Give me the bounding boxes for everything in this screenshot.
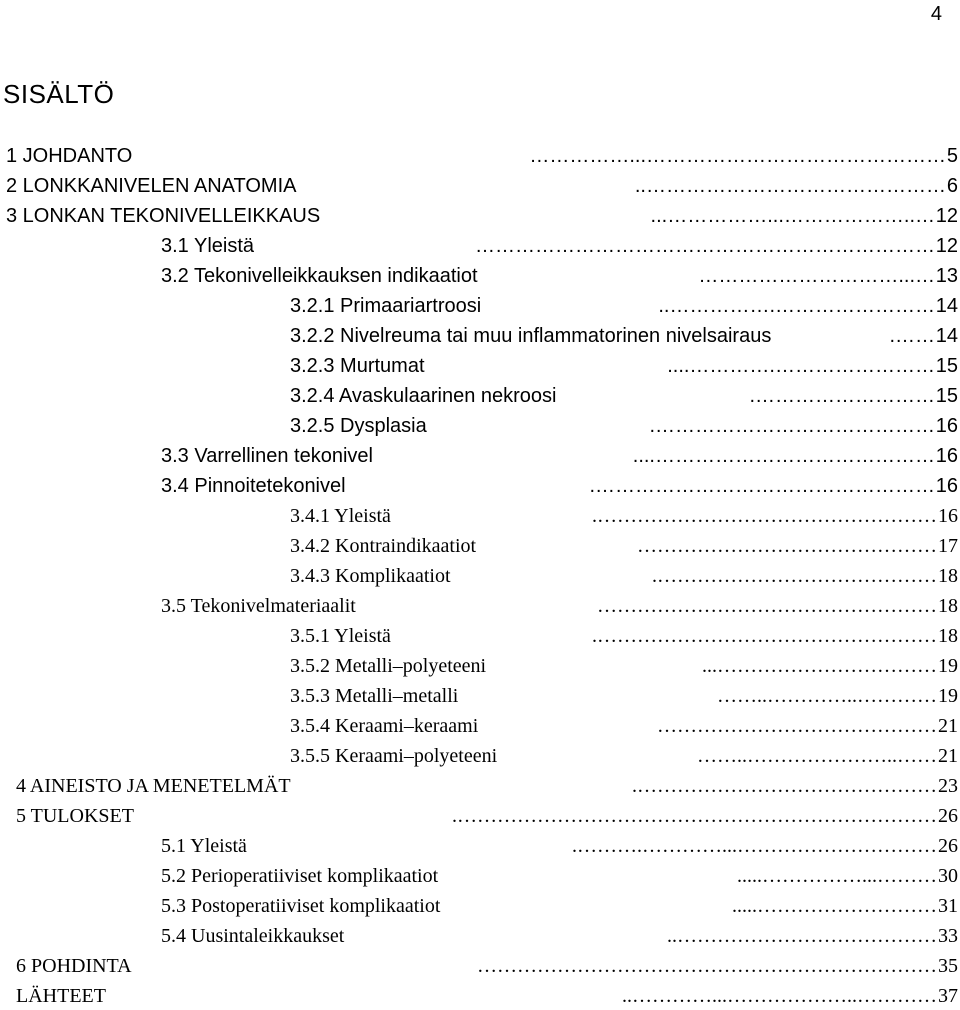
- toc-entry-page-number: 18: [938, 625, 958, 647]
- toc-entry-label: 3.2 Tekonivelleikkauksen indikaatiot: [161, 265, 478, 287]
- toc-entry-label: 5.2 Perioperatiiviset komplikaatiot: [161, 865, 439, 887]
- toc-entry-label: 3.5.5 Keraami–polyeteeni: [290, 745, 498, 767]
- toc-entry-label: 5 TULOKSET: [16, 805, 134, 827]
- toc-entry-leader: …………………………………..: [667, 925, 937, 947]
- toc-entry-leader: ……………………………...: [702, 655, 937, 677]
- toc-entry-page-number: 12: [935, 235, 958, 257]
- toc-entry-leader: ……………………………………....: [632, 445, 935, 467]
- toc-entry-page-number: 14: [935, 325, 958, 347]
- toc-entry: [0, 682, 958, 710]
- toc-entry-page-number: 16: [935, 445, 958, 467]
- toc-entry: [0, 202, 958, 230]
- toc-entry-page-number: 19: [938, 655, 958, 677]
- toc-entry-leader: ……………………………………….: [632, 775, 937, 797]
- toc-entry: [0, 952, 958, 980]
- toc-entry-label: 2 LONKKANIVELEN ANATOMIA: [6, 175, 297, 197]
- toc-entry-leader: ……………………………………: [657, 715, 937, 737]
- toc-entry-leader: ……………………………………………………………: [477, 955, 937, 977]
- toc-entry-leader: …………..…………..……: [717, 685, 937, 707]
- toc-entry-leader: …………………….……………..: [658, 295, 935, 317]
- toc-entry: [0, 712, 958, 740]
- toc-entry-label: 3.2.2 Nivelreuma tai muu inflammatorinen nivelsairaus: [290, 325, 772, 347]
- toc-entry: [0, 982, 958, 1010]
- toc-entry-page-number: 26: [938, 805, 958, 827]
- toc-entry: [0, 802, 958, 830]
- toc-entry-leader: …………..………………...…………..: [622, 985, 937, 1007]
- toc-entry-label: 3.5.3 Metalli–metalli: [290, 685, 459, 707]
- toc-title: SISÄLTÖ: [3, 79, 115, 109]
- toc-entry: [0, 592, 958, 620]
- toc-entry: [0, 352, 958, 380]
- toc-entry: [0, 742, 958, 770]
- toc-entry-label: 5.4 Uusintaleikkaukset: [161, 925, 345, 947]
- toc-entry-page-number: 12: [935, 205, 958, 227]
- toc-entry-leader: …………………………………….: [652, 565, 937, 587]
- toc-entry-leader: …………………………………………….: [592, 505, 937, 527]
- toc-entry-leader: ………...…………….....: [737, 865, 937, 887]
- toc-entry-page-number: 31: [938, 895, 958, 917]
- toc-entry-page-number: 14: [935, 295, 958, 317]
- toc-entry-label: 3.5.1 Yleistä: [290, 625, 391, 647]
- toc-entry-leader: …...…………………………: [698, 265, 935, 287]
- toc-entry-label: 3.4.2 Kontraindikaatiot: [290, 535, 477, 557]
- toc-entry-page-number: 18: [938, 595, 958, 617]
- toc-entry-leader: ………………………………………: [637, 535, 937, 557]
- toc-entry-label: 3.2.5 Dysplasia: [290, 415, 427, 437]
- toc-entry-label: 3.5.2 Metalli–polyeteeni: [290, 655, 487, 677]
- toc-entry-label: 6 POHDINTA: [16, 955, 132, 977]
- toc-entry-page-number: 5: [946, 145, 958, 167]
- toc-entry-leader: ……………………………………………………………….: [452, 805, 937, 827]
- toc-entry: [0, 382, 958, 410]
- toc-entry-leader: ……..…………………..……: [697, 745, 937, 767]
- toc-entry-page-number: 33: [938, 925, 958, 947]
- toc-entry-page-number: 18: [938, 565, 958, 587]
- toc-entry-label: 3.1 Yleistä: [161, 235, 255, 257]
- toc-entry-label: 3.2.4 Avaskulaarinen nekroosi: [290, 385, 557, 407]
- toc-entry-page-number: 19: [938, 685, 958, 707]
- toc-entry-leader: …………………………………………….: [592, 625, 937, 647]
- toc-entry: [0, 232, 958, 260]
- toc-entry-page-number: 15: [935, 385, 958, 407]
- toc-entry-label: 3 LONKAN TEKONIVELLEIKKAUS: [6, 205, 321, 227]
- toc-entry: [0, 322, 958, 350]
- toc-entry-label: 5.1 Yleistä: [161, 835, 247, 857]
- toc-entry-label: 3.3 Varrellinen tekonivel: [161, 445, 373, 467]
- toc-entry: [0, 922, 958, 950]
- toc-entry-page-number: 15: [935, 355, 958, 377]
- toc-entry: [0, 262, 958, 290]
- toc-entry-leader: ………………………………………...……………: [529, 145, 946, 167]
- toc-entry-page-number: 21: [938, 715, 958, 737]
- toc-entry-label: 3.4.3 Komplikaatiot: [290, 565, 451, 587]
- toc-entry-leader: …………………….…………....: [667, 355, 935, 377]
- toc-entry: [0, 652, 958, 680]
- toc-entry: [0, 412, 958, 440]
- toc-entry-label: 1 JOHDANTO: [6, 145, 133, 167]
- toc-entry-leader: …….: [889, 325, 935, 347]
- toc-entry-label: 3.4 Pinnoitetekonivel: [161, 475, 346, 497]
- toc-entry: [0, 772, 958, 800]
- toc-entry-label: 3.2.3 Murtumat: [290, 355, 425, 377]
- toc-entry: [0, 532, 958, 560]
- toc-entry-label: 3.5.4 Keraami–keraami: [290, 715, 479, 737]
- toc-entry-leader: …………………………………………….: [589, 475, 935, 497]
- toc-entry-leader: …………………………………….: [649, 415, 935, 437]
- toc-entry-page-number: 16: [935, 475, 958, 497]
- toc-entry: [0, 862, 958, 890]
- toc-entry-page-number: 13: [935, 265, 958, 287]
- toc-entry-page-number: 23: [938, 775, 958, 797]
- toc-entry-page-number: 35: [938, 955, 958, 977]
- toc-entry-label: 4 AINEISTO JA MENETELMÄT: [16, 775, 291, 797]
- toc-entry: [0, 832, 958, 860]
- toc-entry: [0, 172, 958, 200]
- toc-entry-leader: …………………………...………….……….: [572, 835, 937, 857]
- page-number: 4: [930, 3, 942, 25]
- toc-entry-leader: ……………………….....: [732, 895, 937, 917]
- toc-entry: [0, 562, 958, 590]
- toc-entry-label: LÄHTEET: [16, 985, 106, 1007]
- toc-entry-label: 3.2.1 Primaariartroosi: [290, 295, 482, 317]
- toc-entry-page-number: 26: [938, 835, 958, 857]
- toc-entry-label: 5.3 Postoperatiiviset komplikaatiot: [161, 895, 441, 917]
- toc-entry-leader: ……………………………………………: [597, 595, 937, 617]
- toc-entry: [0, 442, 958, 470]
- toc-entry: [0, 502, 958, 530]
- toc-entry-page-number: 37: [938, 985, 958, 1007]
- toc-entry-leader: ………………………………………..: [634, 175, 946, 197]
- toc-entry: [0, 472, 958, 500]
- toc-entry-label: 3.5 Tekonivelmateriaalit: [161, 595, 356, 617]
- toc-entry-page-number: 17: [938, 535, 958, 557]
- toc-entry: [0, 292, 958, 320]
- toc-entry-page-number: 30: [938, 865, 958, 887]
- toc-entry-page-number: 6: [946, 175, 958, 197]
- toc-entry: [0, 142, 958, 170]
- toc-entry-leader: ……………………….: [749, 385, 935, 407]
- toc-entry-page-number: 16: [938, 505, 958, 527]
- toc-entry-leader: ……………………………………………………………: [475, 235, 935, 257]
- toc-entry-page-number: 21: [938, 745, 958, 767]
- toc-entry: [0, 622, 958, 650]
- toc-entry-page-number: 16: [935, 415, 958, 437]
- toc-entry-label: 3.4.1 Yleistä: [290, 505, 391, 527]
- toc-entry-leader: …..………………...……………...: [650, 205, 935, 227]
- toc-entry: [0, 892, 958, 920]
